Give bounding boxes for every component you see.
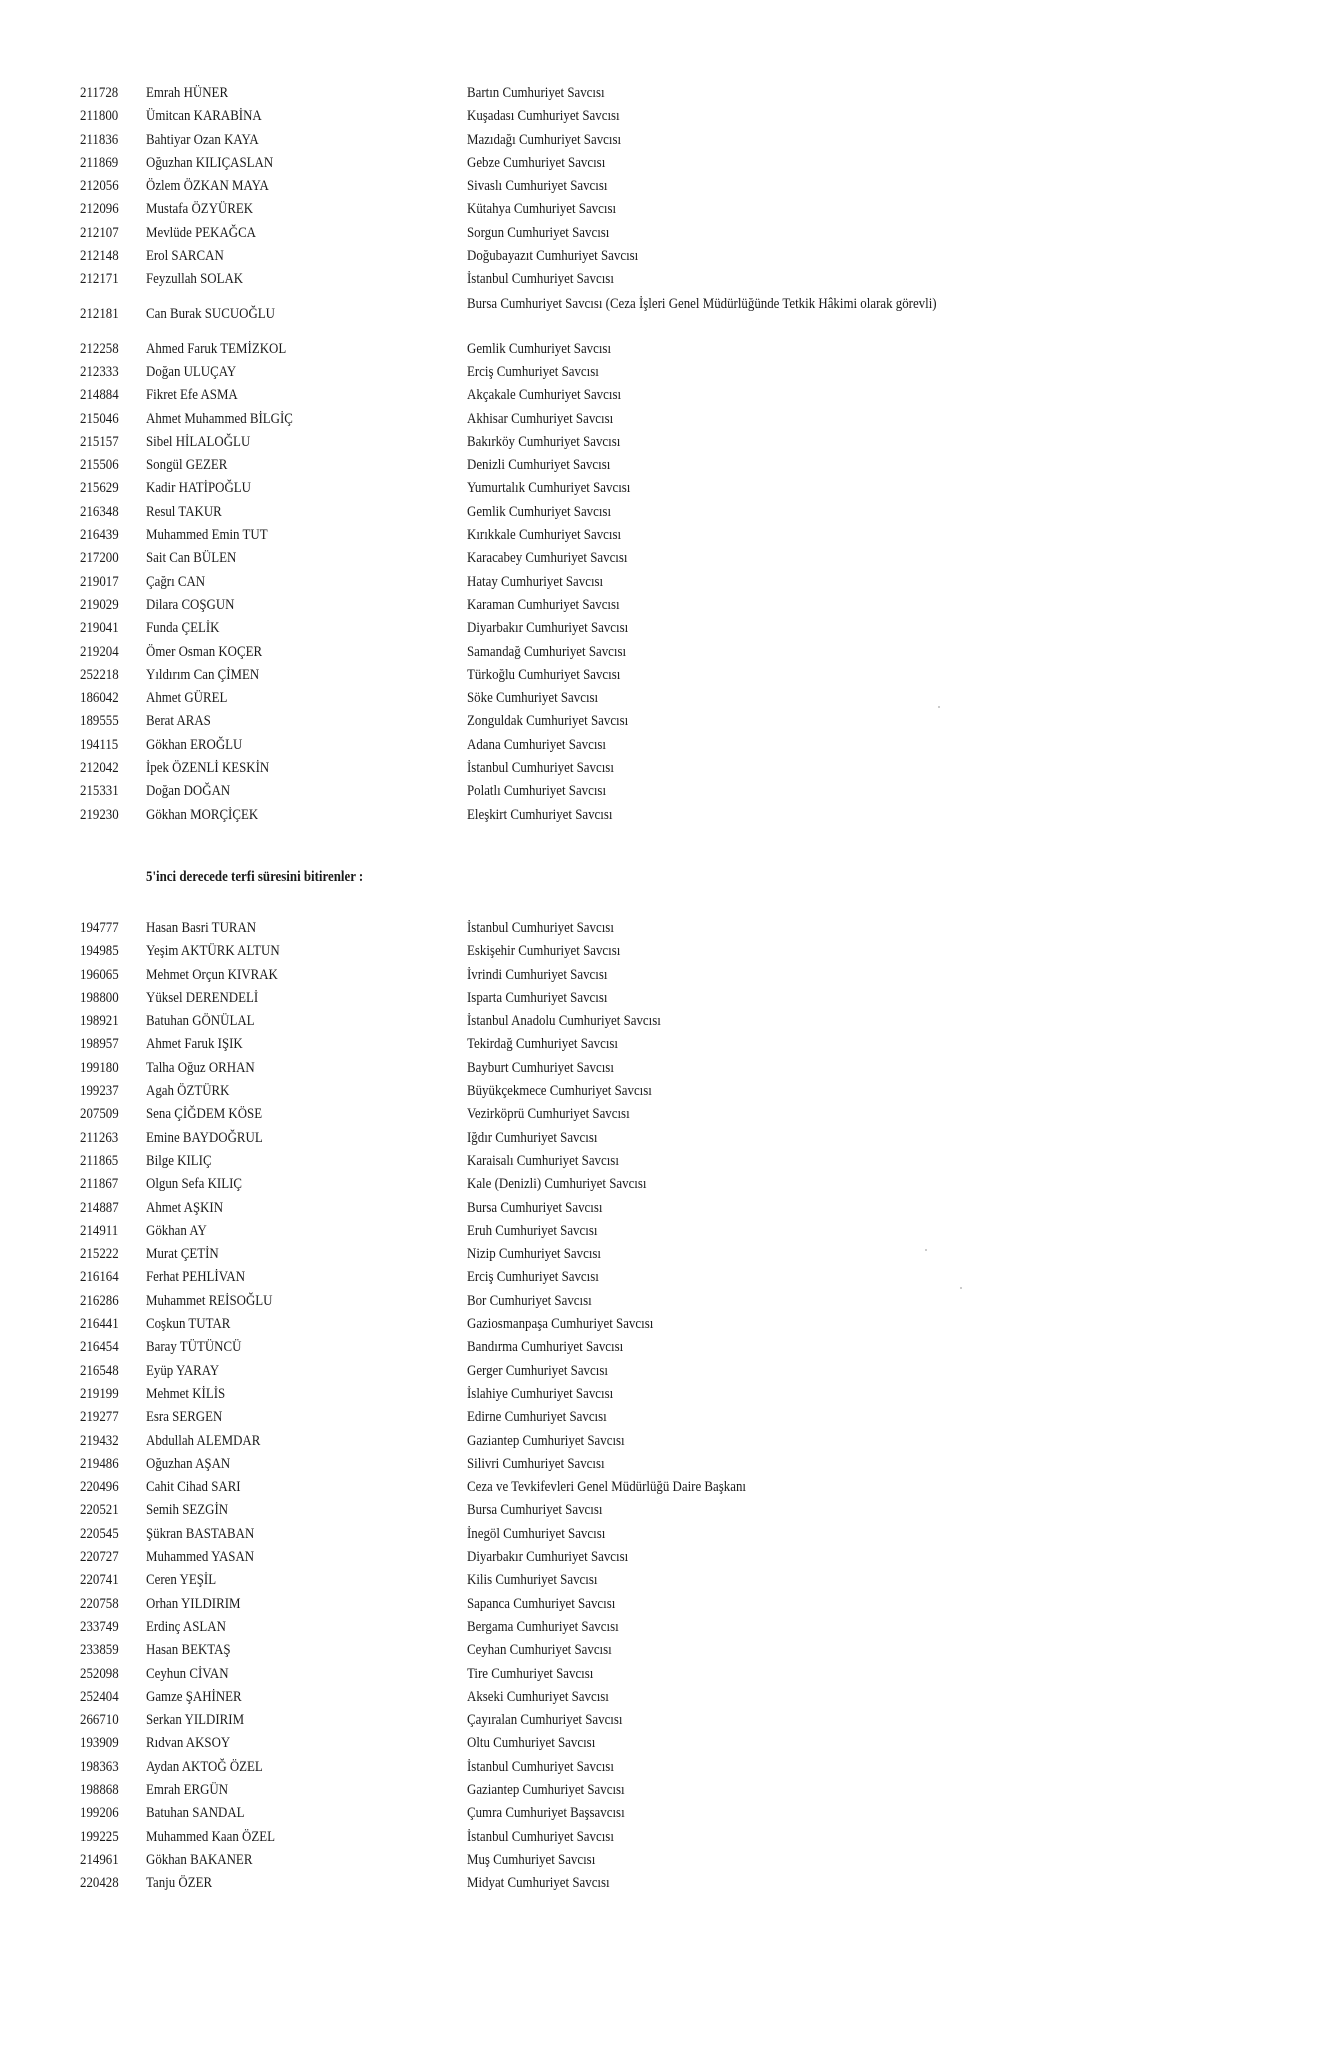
position-title: Diyarbakır Cumhuriyet Savcısı	[467, 620, 629, 637]
list-row	[0, 547, 1335, 570]
position-title: Ceza ve Tevkifevleri Genel Müdürlüğü Daire Başkanı	[467, 1479, 746, 1496]
list-row	[0, 987, 1335, 1010]
scan-speck	[925, 1249, 927, 1251]
sicil-number: 189555	[80, 713, 119, 730]
sicil-number: 211867	[80, 1176, 119, 1193]
list-row	[0, 82, 1335, 105]
person-name: Sait Can BÜLEN	[146, 550, 237, 567]
sicil-number: 207509	[80, 1106, 119, 1123]
sicil-number: 212148	[80, 248, 119, 265]
list-row	[0, 1057, 1335, 1080]
person-name: Yıldırım Can ÇİMEN	[146, 666, 260, 683]
person-name: Ferhat PEHLİVAN	[146, 1269, 246, 1286]
position-title: Polatlı Cumhuriyet Savcısı	[467, 783, 607, 800]
position-title: Tekirdağ Cumhuriyet Savcısı	[467, 1036, 619, 1053]
position-title: Karacabey Cumhuriyet Savcısı	[467, 550, 628, 567]
person-name: Tanju ÖZER	[146, 1875, 213, 1892]
position-title: Gemlik Cumhuriyet Savcısı	[467, 503, 612, 520]
position-title: Gaziosmanpaşa Cumhuriyet Savcısı	[467, 1316, 654, 1333]
position-title: Mazıdağı Cumhuriyet Savcısı	[467, 131, 622, 148]
sicil-number: 212171	[80, 271, 119, 288]
sicil-number: 219199	[80, 1385, 119, 1402]
position-title: İstanbul Cumhuriyet Savcısı	[467, 920, 614, 936]
person-name: Sibel HİLALOĞLU	[146, 433, 251, 450]
position-title: Bartın Cumhuriyet Savcısı	[467, 85, 605, 101]
position-title: İstanbul Cumhuriyet Savcısı	[467, 271, 614, 288]
list-row	[0, 1080, 1335, 1103]
position-title: Sorgun Cumhuriyet Savcısı	[467, 224, 610, 241]
position-title: Büyükçekmece Cumhuriyet Savcısı	[467, 1083, 652, 1100]
person-name: Semih SEZGİN	[146, 1502, 229, 1519]
sicil-number: 198957	[80, 1036, 119, 1053]
person-name: İpek ÖZENLİ KESKİN	[146, 760, 270, 777]
sicil-number: 216348	[80, 503, 119, 520]
sicil-number: 220741	[80, 1572, 119, 1589]
person-name: Dilara COŞGUN	[146, 596, 235, 613]
sicil-number: 219017	[80, 573, 119, 590]
list-row	[0, 1639, 1335, 1662]
sicil-number: 198868	[80, 1781, 119, 1798]
sicil-number: 199180	[80, 1059, 119, 1076]
position-title: İslahiye Cumhuriyet Savcısı	[467, 1385, 614, 1402]
person-name: Yeşim AKTÜRK ALTUN	[146, 943, 280, 960]
list-row	[0, 477, 1335, 500]
sicil-number: 216548	[80, 1362, 119, 1379]
person-name: Baray TÜTÜNCÜ	[146, 1339, 242, 1356]
position-title: İnegöl Cumhuriyet Savcısı	[467, 1525, 606, 1542]
position-title: Kale (Denizli) Cumhuriyet Savcısı	[467, 1176, 647, 1193]
sicil-number: 219029	[80, 596, 119, 613]
sicil-number: 219041	[80, 620, 119, 637]
sicil-number: 198921	[80, 1013, 119, 1030]
list-row	[0, 431, 1335, 454]
sicil-number: 215331	[80, 783, 119, 800]
sicil-number: 198363	[80, 1758, 119, 1775]
sicil-number: 214961	[80, 1851, 119, 1868]
sicil-number: 214911	[80, 1222, 119, 1239]
sicil-number: 211836	[80, 131, 119, 148]
person-name: Batuhan SANDAL	[146, 1805, 245, 1822]
scan-speck	[960, 1287, 962, 1289]
sicil-number: 220521	[80, 1502, 119, 1519]
promotion-list-1	[0, 82, 1335, 827]
position-title: Türkoğlu Cumhuriyet Savcısı	[467, 666, 621, 683]
list-row	[0, 1849, 1335, 1872]
list-row	[0, 1453, 1335, 1476]
position-title: Kütahya Cumhuriyet Savcısı	[467, 201, 617, 218]
sicil-number: 266710	[80, 1712, 119, 1729]
position-title: İstanbul Cumhuriyet Savcısı	[467, 1828, 614, 1845]
person-name: Hasan Basri TURAN	[146, 920, 257, 936]
position-title: Söke Cumhuriyet Savcısı	[467, 690, 599, 707]
person-name: Cahit Cihad SARI	[146, 1479, 241, 1496]
person-name: Rıdvan AKSOY	[146, 1735, 231, 1752]
person-name: Erdinç ASLAN	[146, 1618, 226, 1635]
list-row	[0, 245, 1335, 268]
list-row	[0, 524, 1335, 547]
person-name: Talha Oğuz ORHAN	[146, 1059, 255, 1076]
sicil-number: 194115	[80, 736, 119, 753]
list-row	[0, 1802, 1335, 1825]
person-name: Gökhan EROĞLU	[146, 736, 243, 753]
sicil-number: 212107	[80, 224, 119, 241]
person-name: Funda ÇELİK	[146, 620, 220, 637]
list-row	[0, 1243, 1335, 1266]
position-title: Eruh Cumhuriyet Savcısı	[467, 1222, 598, 1239]
person-name: Gökhan MORÇİÇEK	[146, 806, 259, 823]
list-row	[0, 940, 1335, 963]
person-name: Murat ÇETİN	[146, 1246, 219, 1263]
position-title: Akçakale Cumhuriyet Savcısı	[467, 387, 622, 404]
list-row	[0, 384, 1335, 407]
sicil-number: 252404	[80, 1688, 119, 1705]
person-name: Orhan YILDIRIM	[146, 1595, 241, 1612]
list-row	[0, 1779, 1335, 1802]
person-name: Yüksel DERENDELİ	[146, 989, 259, 1006]
position-title: Karaman Cumhuriyet Savcısı	[467, 596, 620, 613]
position-title: İstanbul Cumhuriyet Savcısı	[467, 1758, 614, 1775]
position-title: Eleşkirt Cumhuriyet Savcısı	[467, 806, 613, 823]
position-title: Oltu Cumhuriyet Savcısı	[467, 1735, 596, 1752]
list-row	[0, 964, 1335, 987]
list-row	[0, 1383, 1335, 1406]
person-name: Abdullah ALEMDAR	[146, 1432, 261, 1449]
sicil-number: 198800	[80, 989, 119, 1006]
position-title: Sapanca Cumhuriyet Savcısı	[467, 1595, 616, 1612]
position-title: Zonguldak Cumhuriyet Savcısı	[467, 713, 629, 730]
person-name: Ümitcan KARABİNA	[146, 108, 262, 125]
sicil-number: 214884	[80, 387, 119, 404]
person-name: Gamze ŞAHİNER	[146, 1688, 242, 1705]
sicil-number: 212042	[80, 760, 119, 777]
position-title: Erciş Cumhuriyet Savcısı	[467, 1269, 599, 1286]
sicil-number: 212056	[80, 178, 119, 195]
person-name: Erol SARCAN	[146, 248, 224, 265]
person-name: Mevlüde PEKAĞCA	[146, 224, 257, 241]
sicil-number: 211728	[80, 85, 119, 101]
person-name: Emrah ERGÜN	[146, 1781, 229, 1798]
position-title: Doğubayazıt Cumhuriyet Savcısı	[467, 248, 639, 265]
list-row	[0, 222, 1335, 245]
list-row	[0, 687, 1335, 710]
list-row	[0, 1033, 1335, 1056]
person-name: Kadir HATİPOĞLU	[146, 480, 251, 497]
sicil-number: 215046	[80, 410, 119, 427]
sicil-number: 216164	[80, 1269, 119, 1286]
person-name: Mehmet KİLİS	[146, 1385, 226, 1402]
list-row	[0, 1010, 1335, 1033]
sicil-number: 252098	[80, 1665, 119, 1682]
person-name: Özlem ÖZKAN MAYA	[146, 178, 269, 195]
promotion-list-2	[0, 917, 1335, 1895]
person-name: Emrah HÜNER	[146, 85, 229, 101]
position-title: Gaziantep Cumhuriyet Savcısı	[467, 1432, 625, 1449]
list-row	[0, 804, 1335, 827]
list-row	[0, 175, 1335, 198]
sicil-number: 211263	[80, 1129, 119, 1146]
position-title: Adana Cumhuriyet Savcısı	[467, 736, 607, 753]
list-row	[0, 292, 1335, 338]
sicil-number: 211800	[80, 108, 119, 125]
list-row	[0, 757, 1335, 780]
sicil-number: 216454	[80, 1339, 119, 1356]
position-title: Bakırköy Cumhuriyet Savcısı	[467, 433, 621, 450]
sicil-number: 219204	[80, 643, 119, 660]
person-name: Resul TAKUR	[146, 503, 222, 520]
sicil-number: 196065	[80, 966, 119, 983]
person-name: Ömer Osman KOÇER	[146, 643, 263, 660]
list-row	[0, 1616, 1335, 1639]
person-name: Serkan YILDIRIM	[146, 1712, 245, 1729]
position-title: Gaziantep Cumhuriyet Savcısı	[467, 1781, 625, 1798]
list-row	[0, 1336, 1335, 1359]
sicil-number: 220545	[80, 1525, 119, 1542]
person-name: Fikret Efe ASMA	[146, 387, 238, 404]
position-title: Diyarbakır Cumhuriyet Savcısı	[467, 1549, 629, 1566]
list-row	[0, 408, 1335, 431]
person-name: Oğuzhan KILIÇASLAN	[146, 154, 274, 171]
list-row	[0, 664, 1335, 687]
person-name: Ceyhun CİVAN	[146, 1665, 229, 1682]
sicil-number: 220727	[80, 1549, 119, 1566]
position-title: Bursa Cumhuriyet Savcısı	[467, 1199, 603, 1216]
person-name: Mustafa ÖZYÜREK	[146, 201, 254, 218]
list-row	[0, 1220, 1335, 1243]
list-row	[0, 1826, 1335, 1849]
person-name: Şükran BASTABAN	[146, 1525, 255, 1542]
list-row	[0, 1360, 1335, 1383]
sicil-number: 215506	[80, 457, 119, 474]
sicil-number: 194985	[80, 943, 119, 960]
list-row	[0, 1150, 1335, 1173]
sicil-number: 216286	[80, 1292, 119, 1309]
sicil-number: 212096	[80, 201, 119, 218]
sicil-number: 186042	[80, 690, 119, 707]
position-title: Bursa Cumhuriyet Savcısı	[467, 1502, 603, 1519]
position-title: Eskişehir Cumhuriyet Savcısı	[467, 943, 621, 960]
person-name: Esra SERGEN	[146, 1409, 223, 1426]
position-title: Ceyhan Cumhuriyet Savcısı	[467, 1642, 612, 1659]
person-name: Agah ÖZTÜRK	[146, 1083, 230, 1100]
sicil-number: 220496	[80, 1479, 119, 1496]
sicil-number: 219277	[80, 1409, 119, 1426]
position-title: Çayıralan Cumhuriyet Savcısı	[467, 1712, 623, 1729]
list-row	[0, 198, 1335, 221]
person-name: Olgun Sefa KILIÇ	[146, 1176, 243, 1193]
list-row	[0, 338, 1335, 361]
person-name: Mehmet Orçun KIVRAK	[146, 966, 278, 983]
sicil-number: 214887	[80, 1199, 119, 1216]
position-title: Erciş Cumhuriyet Savcısı	[467, 363, 599, 380]
list-row	[0, 571, 1335, 594]
list-row	[0, 780, 1335, 803]
position-title: Bayburt Cumhuriyet Savcısı	[467, 1059, 614, 1076]
person-name: Emine BAYDOĞRUL	[146, 1129, 263, 1146]
position-title: Tire Cumhuriyet Savcısı	[467, 1665, 594, 1682]
position-title: Vezirköprü Cumhuriyet Savcısı	[467, 1106, 630, 1123]
list-row	[0, 1593, 1335, 1616]
position-title: Kuşadası Cumhuriyet Savcısı	[467, 108, 620, 125]
person-name: Aydan AKTOĞ ÖZEL	[146, 1758, 263, 1775]
person-name: Bilge KILIÇ	[146, 1152, 212, 1169]
person-name: Ahmet Muhammed BİLGİÇ	[146, 410, 293, 427]
list-row	[0, 1709, 1335, 1732]
list-row	[0, 1430, 1335, 1453]
sicil-number: 216441	[80, 1316, 119, 1333]
position-title: Bursa Cumhuriyet Savcısı (Ceza İşleri Genel Müdürlüğünde Tetkik Hâkimi olarak görevli)	[467, 295, 937, 312]
person-name: Gökhan AY	[146, 1222, 207, 1239]
position-title: Hatay Cumhuriyet Savcısı	[467, 573, 604, 590]
list-row	[0, 1686, 1335, 1709]
person-name: Batuhan GÖNÜLAL	[146, 1013, 255, 1030]
position-title: İstanbul Cumhuriyet Savcısı	[467, 760, 614, 777]
sicil-number: 215157	[80, 433, 119, 450]
sicil-number: 220428	[80, 1875, 119, 1892]
list-row	[0, 1103, 1335, 1126]
person-name: Muhammed Emin TUT	[146, 527, 268, 544]
sicil-number: 212181	[80, 305, 119, 322]
position-title: Silivri Cumhuriyet Savcısı	[467, 1455, 605, 1472]
person-name: Ahmet GÜREL	[146, 690, 228, 707]
position-title: İvrindi Cumhuriyet Savcısı	[467, 966, 608, 983]
position-title: Gerger Cumhuriyet Savcısı	[467, 1362, 608, 1379]
position-title: Bergama Cumhuriyet Savcısı	[467, 1618, 619, 1635]
list-row	[0, 361, 1335, 384]
position-title: Gemlik Cumhuriyet Savcısı	[467, 340, 612, 357]
person-name: Doğan DOĞAN	[146, 783, 231, 800]
position-title: Edirne Cumhuriyet Savcısı	[467, 1409, 607, 1426]
list-row	[0, 734, 1335, 757]
sicil-number: 219432	[80, 1432, 119, 1449]
person-name: Ahmet Faruk IŞIK	[146, 1036, 243, 1053]
list-row	[0, 917, 1335, 940]
position-title: Sivaslı Cumhuriyet Savcısı	[467, 178, 608, 195]
person-name: Muhammed Kaan ÖZEL	[146, 1828, 275, 1845]
list-row	[0, 1663, 1335, 1686]
person-name: Eyüp YARAY	[146, 1362, 220, 1379]
sicil-number: 252218	[80, 666, 119, 683]
person-name: Berat ARAS	[146, 713, 211, 730]
position-title: Denizli Cumhuriyet Savcısı	[467, 457, 611, 474]
sicil-number: 211865	[80, 1152, 119, 1169]
person-name: Songül GEZER	[146, 457, 228, 474]
list-row	[0, 1872, 1335, 1895]
person-name: Hasan BEKTAŞ	[146, 1642, 231, 1659]
list-row	[0, 1756, 1335, 1779]
position-title: Yumurtalık Cumhuriyet Savcısı	[467, 480, 631, 497]
sicil-number: 220758	[80, 1595, 119, 1612]
sicil-number: 216439	[80, 527, 119, 544]
person-name: Sena ÇİĞDEM KÖSE	[146, 1106, 263, 1123]
list-row	[0, 268, 1335, 291]
list-row	[0, 710, 1335, 733]
list-row	[0, 641, 1335, 664]
list-row	[0, 454, 1335, 477]
position-title: Karaisalı Cumhuriyet Savcısı	[467, 1152, 619, 1169]
list-row	[0, 1290, 1335, 1313]
person-name: Muhammet REİSOĞLU	[146, 1292, 273, 1309]
person-name: Ahmet AŞKIN	[146, 1199, 224, 1216]
position-title: Isparta Cumhuriyet Savcısı	[467, 989, 608, 1006]
list-row	[0, 1266, 1335, 1289]
position-title: Akseki Cumhuriyet Savcısı	[467, 1688, 609, 1705]
person-name: Doğan ULUÇAY	[146, 363, 237, 380]
section-heading: 5'inci derecede terfi süresini bitirenler :	[146, 869, 364, 885]
sicil-number: 215629	[80, 480, 119, 497]
position-title: Akhisar Cumhuriyet Savcısı	[467, 410, 614, 427]
person-name: Bahtiyar Ozan KAYA	[146, 131, 259, 148]
list-row	[0, 594, 1335, 617]
person-name: Coşkun TUTAR	[146, 1316, 231, 1333]
position-title: Kilis Cumhuriyet Savcısı	[467, 1572, 598, 1589]
sicil-number: 219486	[80, 1455, 119, 1472]
list-row	[0, 1406, 1335, 1429]
person-name: Çağrı CAN	[146, 573, 206, 590]
position-title: Bandırma Cumhuriyet Savcısı	[467, 1339, 624, 1356]
sicil-number: 199206	[80, 1805, 119, 1822]
list-row	[0, 1523, 1335, 1546]
list-row	[0, 1127, 1335, 1150]
position-title: Midyat Cumhuriyet Savcısı	[467, 1875, 610, 1892]
scan-speck	[938, 706, 940, 708]
sicil-number: 233859	[80, 1642, 119, 1659]
list-row	[0, 1499, 1335, 1522]
person-name: Muhammed YASAN	[146, 1549, 255, 1566]
sicil-number: 212258	[80, 340, 119, 357]
list-row	[0, 1569, 1335, 1592]
person-name: Oğuzhan AŞAN	[146, 1455, 231, 1472]
position-title: Bor Cumhuriyet Savcısı	[467, 1292, 592, 1309]
sicil-number: 194777	[80, 920, 119, 936]
list-row	[0, 1546, 1335, 1569]
person-name: Ahmed Faruk TEMİZKOL	[146, 340, 287, 357]
list-row	[0, 1476, 1335, 1499]
sicil-number: 193909	[80, 1735, 119, 1752]
sicil-number: 199225	[80, 1828, 119, 1845]
position-title: Muş Cumhuriyet Savcısı	[467, 1851, 596, 1868]
position-title: İstanbul Anadolu Cumhuriyet Savcısı	[467, 1013, 661, 1030]
person-name: Gökhan BAKANER	[146, 1851, 253, 1868]
person-name: Feyzullah SOLAK	[146, 271, 244, 288]
sicil-number: 212333	[80, 363, 119, 380]
sicil-number: 215222	[80, 1246, 119, 1263]
list-row	[0, 105, 1335, 128]
list-row	[0, 152, 1335, 175]
position-title: Iğdır Cumhuriyet Savcısı	[467, 1129, 598, 1146]
list-row	[0, 129, 1335, 152]
list-row	[0, 617, 1335, 640]
position-title: Çumra Cumhuriyet Başsavcısı	[467, 1805, 625, 1822]
list-row	[0, 1197, 1335, 1220]
list-row	[0, 501, 1335, 524]
sicil-number: 199237	[80, 1083, 119, 1100]
position-title: Kırıkkale Cumhuriyet Savcısı	[467, 527, 622, 544]
position-title: Samandağ Cumhuriyet Savcısı	[467, 643, 627, 660]
person-name: Ceren YEŞİL	[146, 1572, 217, 1589]
position-title: Nizip Cumhuriyet Savcısı	[467, 1246, 602, 1263]
list-row	[0, 1732, 1335, 1755]
list-row	[0, 1173, 1335, 1196]
sicil-number: 211869	[80, 154, 119, 171]
position-title: Gebze Cumhuriyet Savcısı	[467, 154, 606, 171]
sicil-number: 217200	[80, 550, 119, 567]
sicil-number: 233749	[80, 1618, 119, 1635]
list-row	[0, 1313, 1335, 1336]
person-name: Can Burak SUCUOĞLU	[146, 305, 275, 322]
sicil-number: 219230	[80, 806, 119, 823]
